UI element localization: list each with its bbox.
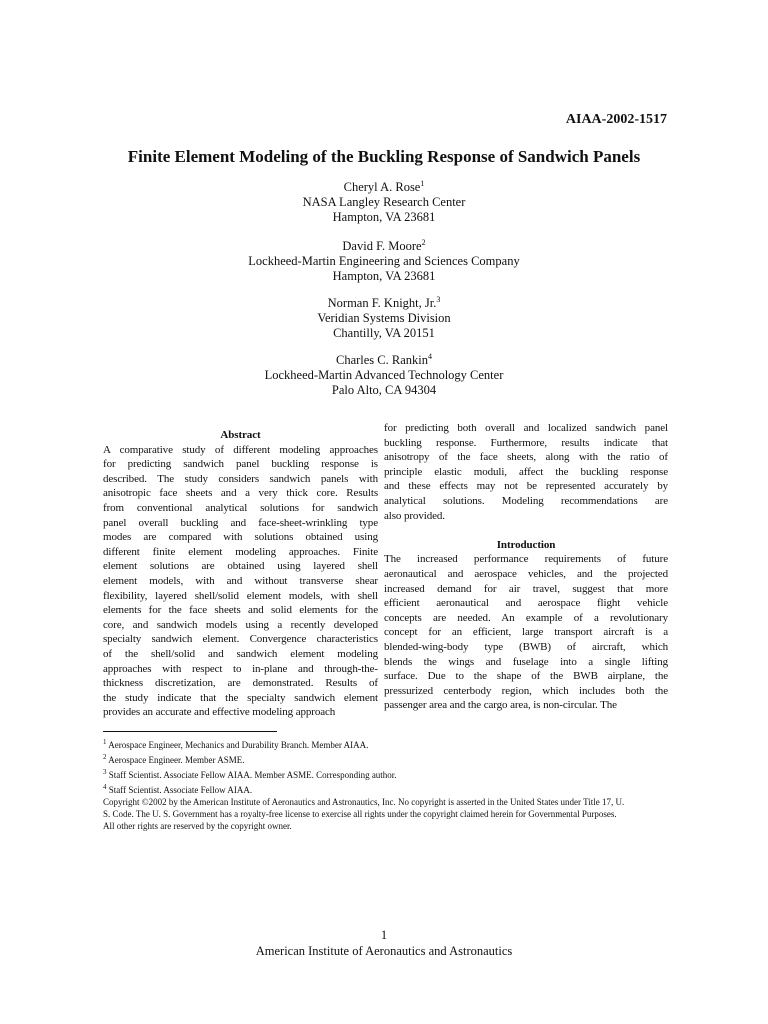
text-line: provides an accurate and effective modeling approach: [103, 706, 336, 719]
footnote-mark: 4: [103, 783, 107, 791]
affiliation-mark: 4: [428, 352, 432, 361]
affiliation-line: NASA Langley Research Center: [302, 195, 466, 210]
text-line: core, and sandwich models using a recently developed: [103, 618, 378, 631]
text-line: approaches with respect to in-plane and through-the-: [103, 662, 378, 675]
text-line: also provided.: [384, 509, 445, 522]
author-block: [0, 349, 768, 398]
footnote: [103, 766, 693, 781]
text-line: passenger area and the cargo area, is non-circular. The: [384, 699, 617, 712]
affiliation-line: Lockheed-Martin Advanced Technology Center: [264, 368, 504, 383]
affiliation-line: Palo Alto, CA 94304: [331, 383, 437, 398]
text-line: blends the wings and fuselage into a single lifting: [384, 655, 668, 668]
affiliation-mark: 1: [420, 179, 425, 188]
author-name: [0, 292, 768, 311]
author-block: [0, 176, 768, 225]
text-line: from conventional analytical solutions for sandwich: [103, 501, 378, 514]
text-line: modes are compared with solutions obtained using: [103, 531, 378, 544]
author-name-text: Norman F. Knight, Jr.: [327, 296, 437, 311]
footnotes: [103, 736, 693, 832]
affiliation-line: Veridian Systems Division: [317, 311, 451, 326]
text-line: for predicting sandwich panel buckling response is: [103, 458, 378, 471]
text-line: blended-wing-body type (BWB) of aircraft, which: [384, 640, 668, 653]
copyright-line: S. Code. The U. S. Government has a royalty-free license to exercise all rights under the copyright claimed herein for Governmental Purposes.: [103, 809, 617, 819]
text-line: surface. Due to the shape of the BWB airplane, the: [384, 670, 668, 683]
text-line: buckling response. Furthermore, results indicate that: [384, 436, 668, 449]
footnote-text: Staff Scientist. Associate Fellow AIAA.: [108, 785, 253, 795]
introduction-body: [384, 552, 668, 713]
footnote-mark: 2: [103, 753, 107, 761]
footnote: [103, 751, 693, 766]
abstract-continued: [384, 421, 668, 523]
affiliation-line: Hampton, VA 23681: [332, 269, 436, 284]
text-line: increased demand for air travel, suggest that more: [384, 582, 668, 595]
text-line: and these effects may not be represented accurately by: [384, 480, 668, 493]
affiliation-mark: 3: [436, 295, 441, 304]
text-line: specialty sandwich element. Convergence characteristics: [103, 633, 378, 646]
text-line: concepts are needed. An example of a revolutionary: [384, 611, 668, 624]
page-footer: American Institute of Aeronautics and Astronautics: [255, 944, 513, 958]
text-line: analytical solutions. Modeling recommendations are: [384, 494, 668, 507]
author-block: [0, 292, 768, 341]
affiliation-mark: 2: [421, 238, 426, 247]
author-name-text: David F. Moore: [342, 239, 422, 254]
footnote-mark: 3: [103, 768, 107, 776]
paragraph-gap: [384, 523, 668, 538]
affiliation-line: Chantilly, VA 20151: [333, 326, 435, 341]
author-name: [0, 235, 768, 254]
introduction-heading: Introduction: [496, 538, 556, 551]
text-line: panel overall buckling and face-sheet-wrinkling type: [103, 516, 378, 529]
text-line: the study indicate that the specialty sandwich element: [103, 691, 378, 704]
text-line: element models, with and without transverse shear: [103, 574, 378, 587]
text-line: element solutions are obtained using layered shell: [103, 560, 378, 573]
footnote-text: Aerospace Engineer, Mechanics and Durability Branch. Member AIAA.: [108, 740, 369, 750]
footnote: [103, 781, 693, 796]
text-line: principle elastic moduli, affect the buckling response: [384, 465, 668, 478]
text-line: The increased performance requirements of future: [384, 553, 668, 566]
report-number: AIAA-2002-1517: [565, 112, 667, 127]
text-line: described. The study considers sandwich panels with: [103, 472, 378, 485]
text-line: thickness discretization, are demonstrated. Results of: [103, 677, 378, 690]
affiliation-line: Hampton, VA 23681: [332, 210, 436, 225]
text-line: anisotropic face sheets and a very thick core. Results: [103, 487, 378, 500]
text-line: anisotropy of the face sheets, along with the ratio of: [384, 451, 668, 464]
author-block: [0, 235, 768, 284]
text-line: different finite element modeling approaches. Finite: [103, 545, 378, 558]
text-line: for predicting both overall and localized sandwich panel: [384, 422, 668, 434]
left-column: [103, 428, 378, 720]
copyright-line: Copyright ©2002 by the American Institute of Aeronautics and Astronautics, Inc. No copyright is asserted in the United States under Title 17, U.: [103, 797, 625, 807]
abstract-body: [103, 443, 378, 720]
affiliation-line: Lockheed-Martin Engineering and Sciences Company: [248, 254, 520, 269]
author-name: [0, 349, 768, 368]
right-column: [384, 421, 668, 713]
copyright-line: All other rights are reserved by the copyright owner.: [103, 821, 292, 831]
footnote-text: Staff Scientist. Associate Fellow AIAA. Member ASME. Corresponding author.: [108, 770, 397, 780]
author-name-text: Charles C. Rankin: [335, 353, 428, 368]
text-line: aeronautical and aerospace vehicles, and the projected: [384, 567, 668, 580]
text-line: pressurized centerbody region, which includes both the: [384, 684, 668, 697]
text-line: of the shell/solid and sandwich element modeling: [103, 647, 378, 660]
author-name: [0, 176, 768, 195]
paper-title: Finite Element Modeling of the Buckling Response of Sandwich Panels: [127, 147, 641, 166]
abstract-heading: Abstract: [220, 429, 261, 441]
text-line: concept for an efficient, large transport aircraft is a: [384, 626, 668, 639]
footnote-text: Aerospace Engineer. Member ASME.: [108, 755, 245, 765]
text-line: A comparative study of different modeling approaches: [103, 443, 378, 456]
text-line: flexibility, layered shell/solid element models, with shell: [103, 589, 378, 602]
footnote-rule: [103, 731, 277, 732]
text-line: elements for the face sheets and solid elements for the: [103, 604, 378, 617]
page-number: 1: [380, 928, 388, 942]
text-line: efficient aeronautical and aerospace flight vehicle: [384, 597, 668, 610]
footnote-mark: 1: [103, 738, 107, 746]
footnote: [103, 736, 693, 751]
author-name-text: Cheryl A. Rose: [343, 180, 421, 195]
